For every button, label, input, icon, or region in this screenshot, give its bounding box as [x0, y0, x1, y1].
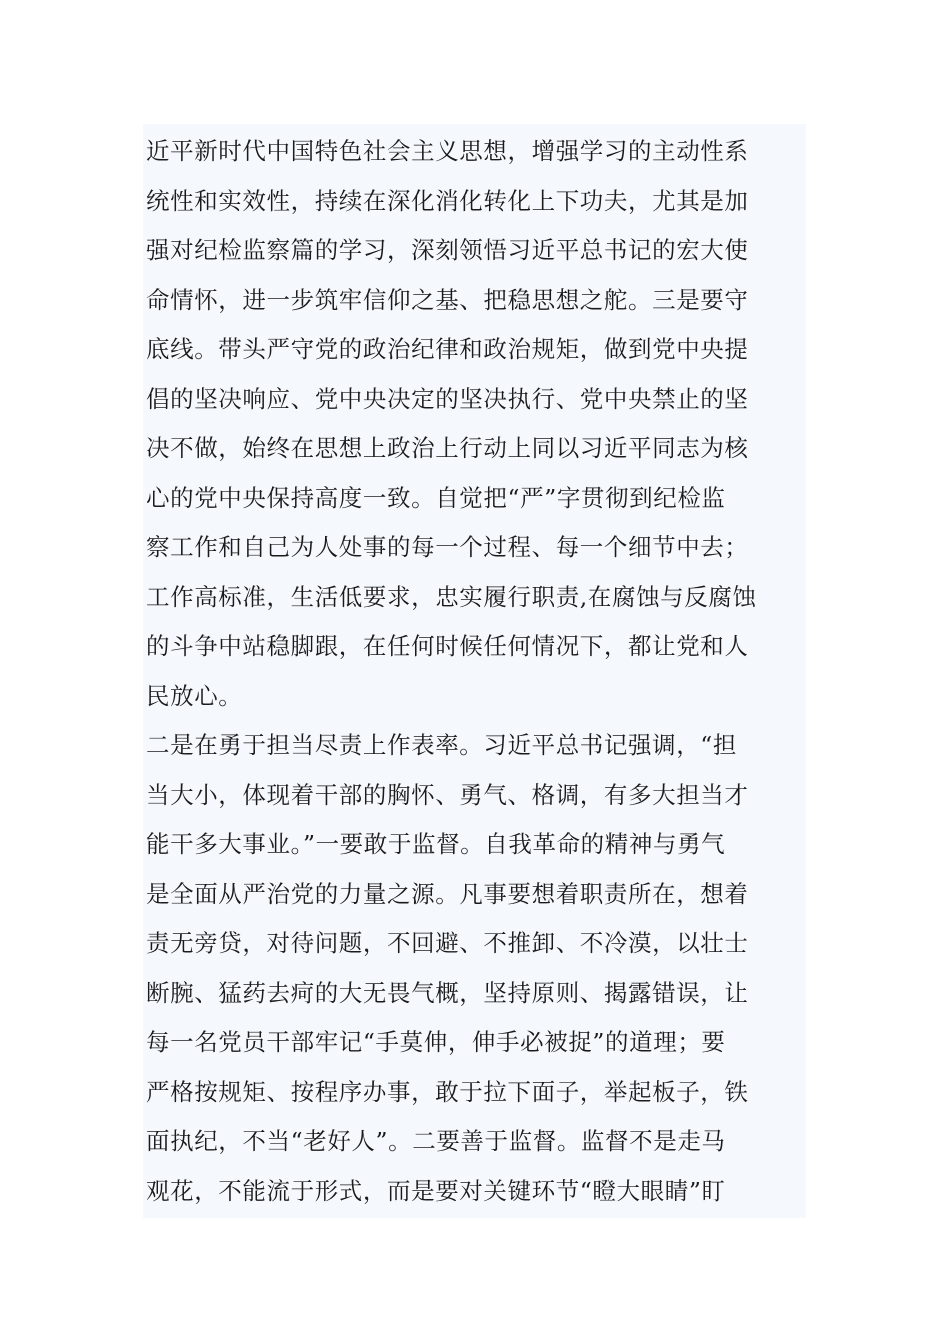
text-line: 严格按规矩、按程序办事，敢于拉下面子，举起板子，铁 [146, 1077, 749, 1106]
text-line: 近平新时代中国特色社会主义思想，增强学习的主动性系 [146, 137, 749, 165]
text-line: 的斗争中站稳脚跟，在任何时候任何情况下，都让党和人 [146, 632, 749, 660]
text-line: 决不做，始终在思想上政治上行动上同以习近平同志为核 [146, 434, 749, 462]
text-line: 底线。带头严守党的政治纪律和政治规矩，做到党中央提 [146, 335, 749, 363]
text-line: 二是在勇于担当尽责上作表率。习近平总书记强调，“担 [146, 731, 738, 759]
text-line: 统性和实效性，持续在深化消化转化上下功夫，尤其是加 [146, 186, 749, 215]
text-line: 工作高标准，生活低要求，忠实履行职责,在腐蚀与反腐蚀 [146, 582, 757, 611]
text-line: 民放心。 [146, 681, 243, 710]
text-line: 命情怀，进一步筑牢信仰之基、把稳思想之舵。三是要守 [146, 285, 749, 314]
text-line: 是全面从严治党的力量之源。凡事要想着职责所在，想着 [146, 879, 749, 908]
text-line: 倡的坚决响应、党中央决定的坚决执行、党中央禁止的坚 [146, 384, 749, 413]
text-line: 强对纪检监察篇的学习，深刻领悟习近平总书记的宏大使 [146, 236, 749, 264]
text-line: 能干多大事业。”一要敢于监督。自我革命的精神与勇气 [146, 830, 726, 858]
text-line: 每一名党员干部牢记“手莫伸，伸手必被捉”的道理；要 [146, 1028, 726, 1056]
text-line: 心的党中央保持高度一致。自觉把“严”字贯彻到纪检监 [146, 483, 726, 512]
text-line: 断腕、猛药去疴的大无畏气概，坚持原则、揭露错误，让 [146, 978, 749, 1007]
body-text [146, 127, 806, 1216]
text-line: 观花，不能流于形式，而是要对关键环节“瞪大眼睛”盯 [146, 1176, 726, 1205]
text-line: 责无旁贷，对待问题，不回避、不推卸、不冷漠，以壮士 [146, 929, 749, 957]
text-line: 察工作和自己为人处事的每一个过程、每一个细节中去； [146, 533, 749, 561]
text-line: 当大小，体现着干部的胸怀、勇气、格调，有多大担当才 [146, 780, 749, 809]
text-line: 面执纪，不当“老好人”。二要善于监督。监督不是走马 [146, 1127, 726, 1155]
